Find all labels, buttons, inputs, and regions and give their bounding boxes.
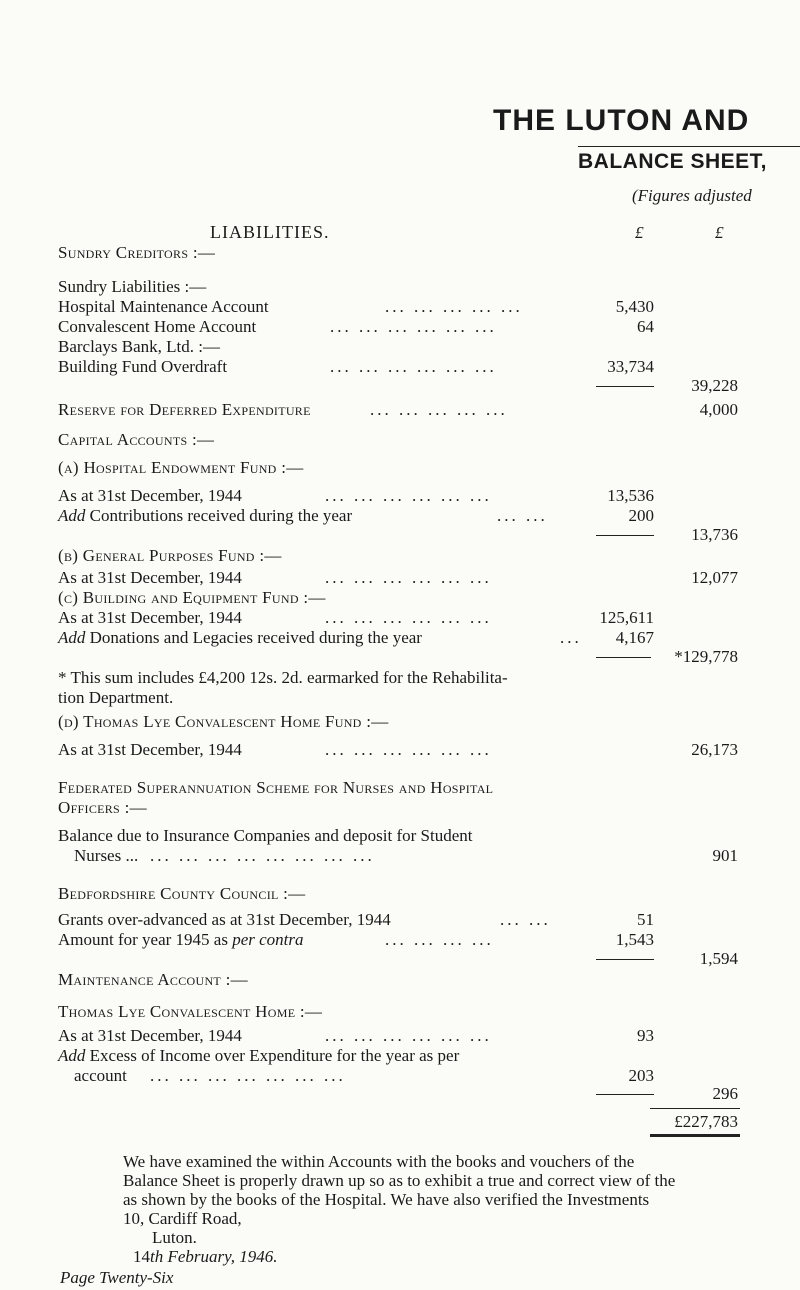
barclays-label: Barclays Bank, Ltd. :— xyxy=(58,337,220,356)
dot-leader: ... ... ... ... ... ... xyxy=(325,608,492,627)
auditor-line2: Balance Sheet is properly drawn up so as to exhibit a true and correct view of the xyxy=(123,1171,676,1190)
footnote-line2: tion Department. xyxy=(58,688,174,707)
page-number: Page Twenty-Six xyxy=(60,1268,174,1287)
add-word: Add xyxy=(58,1046,86,1065)
bedfordshire-heading: Bedfordshire County Council :— xyxy=(58,884,306,903)
per-contra: per contra xyxy=(232,930,304,949)
title-rule xyxy=(578,146,800,147)
building-equipment-heading: (c) Building and Equipment Fund :— xyxy=(58,588,326,607)
bedfordshire-amount-text: Amount for year 1945 as xyxy=(58,930,233,949)
maintenance-excess-label xyxy=(58,1046,459,1065)
building-equipment-donations-value: 4,167 xyxy=(615,628,654,647)
dot-leader: ... ... ... ... ... ... xyxy=(325,740,492,759)
bedfordshire-amount-label xyxy=(58,930,304,949)
endowment-1944-value: 13,536 xyxy=(607,486,654,505)
dot-leader: ... ... ... ... ... ... xyxy=(330,317,497,336)
maintenance-1944-label: As at 31st December, 1944 xyxy=(58,1026,242,1045)
building-fund-overdraft-label: Building Fund Overdraft xyxy=(58,357,228,376)
add-word: Add xyxy=(58,506,86,525)
building-equipment-donations-label xyxy=(58,628,422,647)
hospital-maintenance-label: Hospital Maintenance Account xyxy=(58,297,269,316)
dot-leader: ... ... ... ... ... ... xyxy=(325,568,492,587)
sundry-creditors-heading: Sundry Creditors :— xyxy=(58,243,216,262)
convalescent-home-value: 64 xyxy=(637,317,654,336)
thomas-lye-fund-heading: (d) Thomas Lye Convalescent Home Fund :— xyxy=(58,712,389,731)
general-purposes-heading: (b) General Purposes Fund :— xyxy=(58,546,282,565)
sundry-liabilities-label: Sundry Liabilities :— xyxy=(58,277,207,296)
capital-accounts-heading: Capital Accounts :— xyxy=(58,430,215,449)
building-equipment-1944-value: 125,611 xyxy=(599,608,654,627)
endowment-contributions-value: 200 xyxy=(628,506,654,525)
maintenance-total: 296 xyxy=(712,1084,738,1103)
dot-leader: ... ... ... ... xyxy=(385,930,494,949)
auditor-address-line1: 10, Cardiff Road, xyxy=(123,1209,242,1228)
federated-heading-line2: Officers :— xyxy=(58,798,147,817)
grand-total-rule-top xyxy=(650,1108,740,1109)
convalescent-home-label: Convalescent Home Account xyxy=(58,317,257,336)
currency-col1: £ xyxy=(635,223,644,242)
currency-col2: £ xyxy=(715,223,724,242)
auditor-date xyxy=(133,1247,278,1266)
dot-leader: ... ... xyxy=(497,506,548,525)
thomas-lye-home-heading: Thomas Lye Convalescent Home :— xyxy=(58,1002,323,1021)
dot-leader: ... ... ... ... ... ... xyxy=(325,486,492,505)
date-day: 14 xyxy=(133,1247,150,1266)
auditor-line1: We have examined the within Accounts with the books and vouchers of the xyxy=(123,1152,635,1171)
maintenance-account-label: account xyxy=(74,1066,127,1085)
dot-leader: ... ... ... ... ... xyxy=(370,400,508,419)
building-equipment-total: *129,778 xyxy=(674,647,738,666)
bedfordshire-amount-value: 1,543 xyxy=(615,930,654,949)
date-suffix: th xyxy=(150,1247,164,1266)
building-fund-overdraft-value: 33,734 xyxy=(607,357,654,376)
endowment-1944-label: As at 31st December, 1944 xyxy=(58,486,242,505)
bedfordshire-grants-label: Grants over-advanced as at 31st December, 1944 xyxy=(58,910,391,929)
maintenance-excess-text: Excess of Income over Expenditure for the year as per xyxy=(85,1046,460,1065)
auditor-address-line2: Luton. xyxy=(152,1228,197,1247)
auditor-line3: as shown by the books of the Hospital. We have also verified the Investments xyxy=(123,1190,650,1209)
reserve-label: Reserve for Deferred Expenditure xyxy=(58,400,311,419)
liabilities-heading: LIABILITIES. xyxy=(210,222,330,242)
maintenance-excess-value: 203 xyxy=(628,1066,654,1085)
add-word: Add xyxy=(58,628,86,647)
page-title: THE LUTON AND xyxy=(493,104,750,137)
page-subtitle: BALANCE SHEET, xyxy=(578,150,768,173)
bedfordshire-total: 1,594 xyxy=(699,949,738,968)
general-purposes-total: 12,077 xyxy=(691,568,738,587)
general-purposes-1944-label: As at 31st December, 1944 xyxy=(58,568,242,587)
dot-leader: ... ... ... ... ... ... xyxy=(330,357,497,376)
maintenance-heading: Maintenance Account :— xyxy=(58,970,248,989)
footnote-line1: * This sum includes £4,200 12s. 2d. earmarked for the Rehabilita- xyxy=(58,668,508,687)
hospital-maintenance-value: 5,430 xyxy=(615,297,654,316)
endowment-contributions-label xyxy=(58,506,352,525)
dot-leader: ... xyxy=(560,628,582,647)
federated-balance-line1: Balance due to Insurance Companies and deposit for Student xyxy=(58,826,473,845)
thomas-lye-total: 26,173 xyxy=(691,740,738,759)
maintenance-1944-value: 93 xyxy=(637,1026,654,1045)
dot-leader: ... ... xyxy=(500,910,551,929)
building-equipment-donations-text: Donations and Legacies received during the year xyxy=(85,628,422,647)
reserve-value: 4,000 xyxy=(699,400,738,419)
figures-note: (Figures adjusted xyxy=(632,186,752,205)
dot-leader: ... ... ... ... ... ... xyxy=(325,1026,492,1045)
dot-leader: ... ... ... ... ... xyxy=(385,297,523,316)
dot-leader: ... ... ... ... ... ... ... xyxy=(150,1066,346,1085)
federated-heading-line1: Federated Superannuation Scheme for Nurses and Hospital xyxy=(58,778,494,797)
federated-balance-line2: Nurses ... xyxy=(74,846,139,865)
endowment-total: 13,736 xyxy=(691,525,738,544)
thomas-lye-1944-label: As at 31st December, 1944 xyxy=(58,740,242,759)
dot-leader: ... ... ... ... ... ... ... ... xyxy=(150,846,375,865)
endowment-contributions-text: Contributions received during the year xyxy=(85,506,353,525)
sundry-total: 39,228 xyxy=(691,376,738,395)
federated-total: 901 xyxy=(712,846,738,865)
endowment-fund-heading: (a) Hospital Endowment Fund :— xyxy=(58,458,304,477)
building-equipment-1944-label: As at 31st December, 1944 xyxy=(58,608,242,627)
grand-total: £227,783 xyxy=(674,1112,738,1131)
grand-total-rule-bottom xyxy=(650,1134,740,1137)
bedfordshire-grants-value: 51 xyxy=(637,910,654,929)
date-rest: February, 1946. xyxy=(163,1247,278,1266)
